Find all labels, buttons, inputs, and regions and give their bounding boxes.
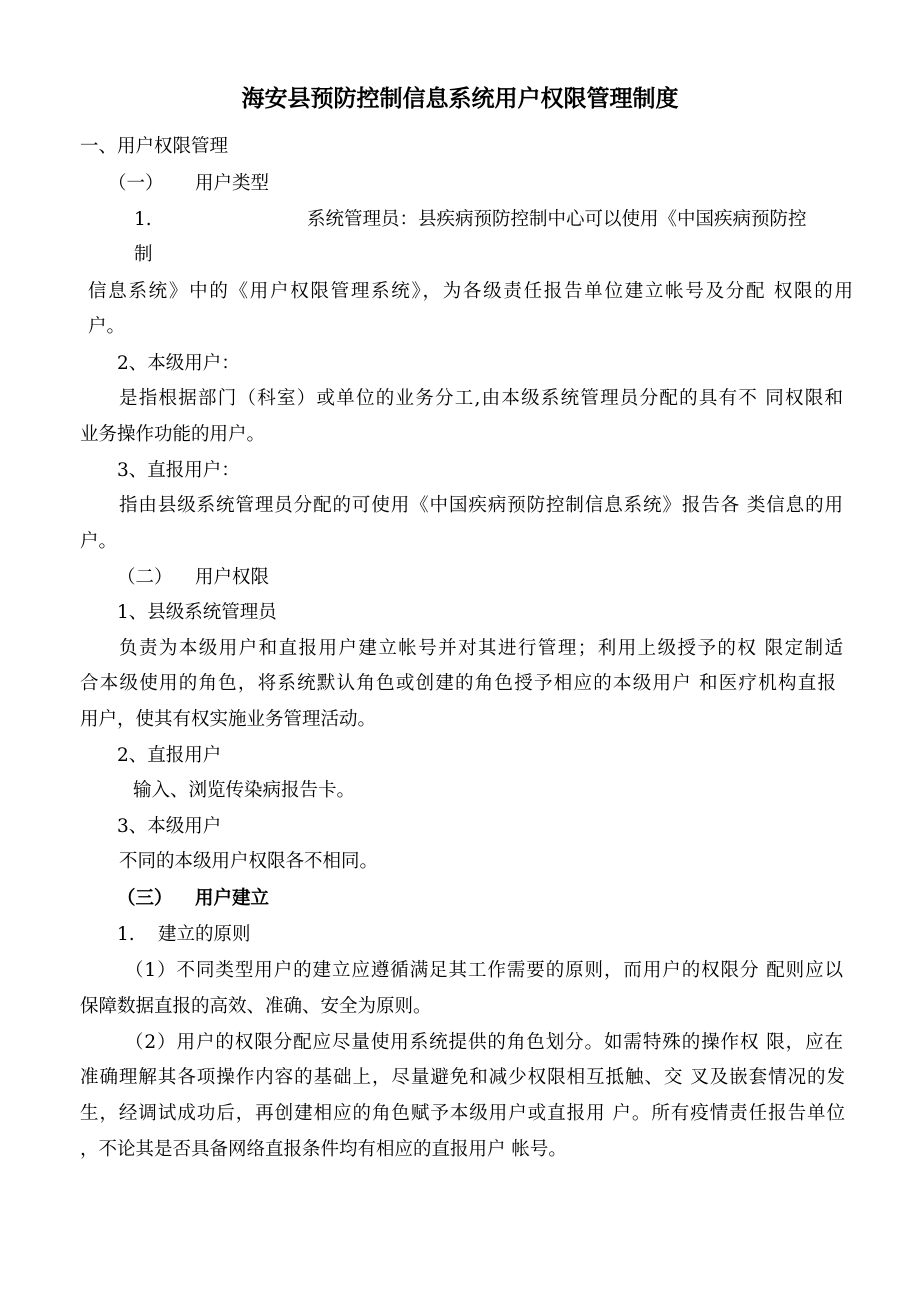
s2-item-3-text: 不同的本级用户权限各不相同。 (119, 851, 379, 872)
principle-2-line: （2）用户的权限分配应尽量使用系统提供的角色划分。如需特殊的操作权 限，应在 (125, 1032, 843, 1053)
s3-item-1-title: 建立的原则 (158, 924, 251, 945)
s2-item-1-line: 负责为本级用户和直报用户建立帐号并对其进行管理；利用上级授予的权 限定制适 (119, 638, 843, 659)
s2-item-2-heading: 2、直报用户 (117, 745, 222, 766)
principle-2-line: ，不论其是否具备网络直报条件均有相应的直报用户 帐号。 (80, 1139, 567, 1160)
item-1-text: 系统管理员：县疾病预防控制中心可以使用《中国疾病预防控 (307, 209, 807, 230)
subsection-3-title: 用户建立 (195, 888, 270, 909)
subsection-1-number: （一） (108, 173, 164, 194)
principle-2-line: 准确理解其各项操作内容的基础上，尽量避免和减少权限相互抵触、交 叉及嵌套情况的发 (80, 1067, 845, 1088)
item-2-line: 是指根据部门（科室）或单位的业务分工,由本级系统管理员分配的具有不 同权限和 (119, 388, 843, 409)
s3-item-1-number: 1. (117, 924, 135, 945)
item-1-wrap: 制 (134, 244, 153, 265)
s2-item-3-heading: 3、本级用户 (117, 816, 222, 837)
item-1-number: 1. (134, 209, 152, 230)
document-title: 海安县预防控制信息系统用户权限管理制度 (241, 86, 679, 112)
item-2-heading: 2、本级用户： (117, 353, 240, 374)
item-1-continuation: 户。 (88, 316, 126, 337)
item-3-heading: 3、直报用户： (117, 460, 240, 481)
s2-item-1-heading: 1、县级系统管理员 (117, 602, 277, 623)
s2-item-1-line: 用户，使其有权实施业务管理活动。 (80, 709, 377, 730)
item-3-line: 指由县级系统管理员分配的可使用《中国疾病预防控制信息系统》报告各 类信息的用 (119, 495, 843, 516)
subsection-3-number: （三） (117, 888, 173, 909)
subsection-1-title: 用户类型 (195, 173, 270, 194)
subsection-2-title: 用户权限 (195, 567, 270, 588)
s2-item-1-line: 合本级使用的角色，将系统默认角色或创建的角色授予相应的本级用户 和医疗机构直报 (80, 673, 836, 694)
principle-2-line: 生，经调试成功后，再创建相应的角色赋予本级用户或直报用 户。所有疫情责任报告单位 (80, 1103, 845, 1124)
item-2-line: 业务操作功能的用户。 (80, 424, 266, 445)
principle-1-line: 保障数据直报的高效、准确、安全为原则。 (80, 996, 432, 1017)
s2-item-2-text: 输入、浏览传染病报告卡。 (133, 780, 356, 801)
subsection-2-number: （二） (117, 567, 173, 588)
item-3-line: 户。 (80, 531, 118, 552)
section-heading-1: 一、用户权限管理 (80, 136, 229, 157)
principle-1-line: （1）不同类型用户的建立应遵循满足其工作需要的原则，而用户的权限分 配则应以 (125, 960, 843, 981)
item-1-continuation: 信息系统》中的《用户权限管理系统》，为各级责任报告单位建立帐号及分配 权限的用 (88, 281, 853, 302)
